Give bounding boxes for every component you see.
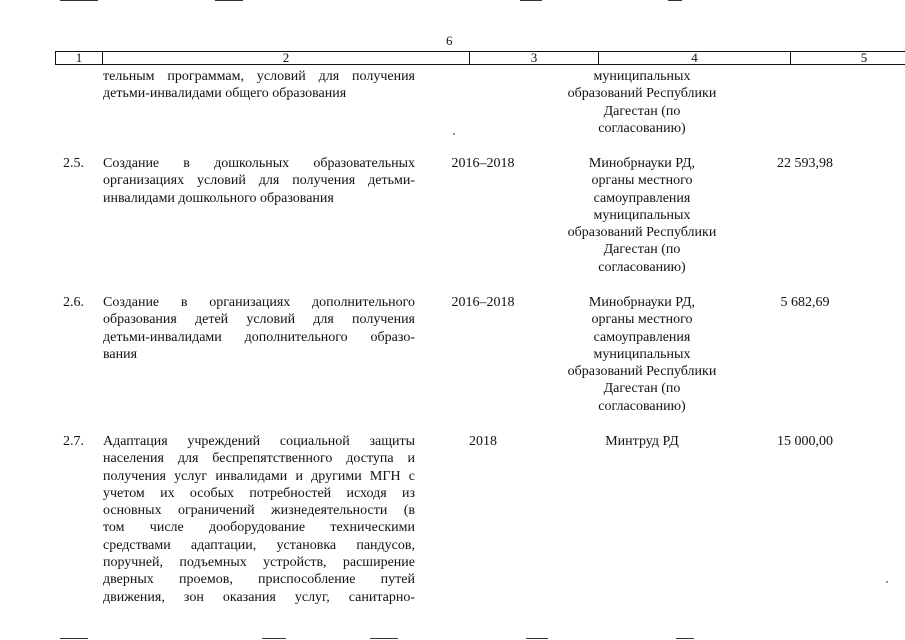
- scan-dot: [453, 133, 455, 135]
- description-line: населения для беспрепятственного доступа и: [103, 451, 415, 467]
- scan-mark-bottom-3: [370, 638, 398, 639]
- executor-line: самоуправления: [593, 190, 691, 206]
- column-number-header: [55, 51, 905, 65]
- description-line: организациях условий для получения детьми-: [103, 173, 415, 189]
- column-number-4: 4: [599, 52, 791, 65]
- executor-line: образований Республики: [567, 86, 717, 102]
- description-line: поручней, подъемных устройств, расширение: [103, 555, 415, 571]
- row-executor: [548, 155, 736, 276]
- executor-line: согласованию): [598, 120, 686, 136]
- row-description: [103, 155, 415, 207]
- executor-line: образований Республики: [567, 364, 717, 380]
- scan-dot: [886, 581, 888, 583]
- description-line: детьми-инвалидами дополнительного образо-: [103, 329, 415, 345]
- executor-line: Минтруд РД: [605, 434, 679, 449]
- description-line: детьми-инвалидами общего образования: [103, 86, 347, 102]
- description-line: движения, зон оказания услуг, санитарно-: [103, 589, 415, 605]
- description-line: дверных проемов, приспособление путей: [103, 572, 415, 588]
- row-amount: 22 593,98: [777, 156, 833, 171]
- executor-line: самоуправления: [593, 329, 691, 345]
- executor-line: муниципальных: [593, 69, 691, 84]
- row-number: 2.5.: [63, 156, 84, 171]
- executor-line: органы местного: [591, 173, 693, 189]
- executor-line: муниципальных: [593, 207, 691, 223]
- column-number-1: 1: [56, 52, 103, 65]
- executor-line: Минобрнауки РД,: [588, 295, 696, 310]
- description-line: учетом их особых потребностей исходя из: [103, 485, 415, 501]
- description-line: вания: [103, 346, 138, 362]
- description-line: Создание в дошкольных образовательных: [103, 156, 415, 171]
- row-number: 2.6.: [63, 295, 84, 310]
- column-number-5: 5: [791, 52, 905, 65]
- row-continuation-executor: [548, 68, 736, 137]
- row-description: [103, 294, 415, 363]
- scan-mark-top-1: [60, 0, 98, 1]
- row-number: 2.7.: [63, 434, 84, 449]
- description-line: Адаптация учреждений социальной защиты: [103, 434, 415, 449]
- scan-mark-bottom-4: [526, 638, 548, 639]
- description-line: том числе дооборудование техническими: [103, 520, 415, 536]
- scan-mark-top-4: [668, 0, 682, 1]
- executor-line: образований Республики: [567, 225, 717, 241]
- row-years: 2018: [469, 434, 497, 449]
- scan-mark-top-3: [520, 0, 542, 1]
- row-continuation-description: [103, 68, 415, 103]
- executor-line: муниципальных: [593, 346, 691, 362]
- row-executor: [548, 433, 736, 450]
- description-line: образования детей условий для получения: [103, 312, 415, 328]
- page-number: 6: [446, 33, 453, 48]
- scan-mark-top-2: [215, 0, 243, 1]
- executor-line: Дагестан (по: [603, 103, 681, 119]
- row-years: 2016–2018: [451, 156, 515, 171]
- executor-line: согласованию): [598, 259, 686, 275]
- description-line: получения услуг инвалидами и другими МГН с: [103, 468, 415, 484]
- executor-line: Дагестан (по: [603, 381, 681, 397]
- column-number-2: 2: [103, 52, 470, 65]
- description-line: тельным программам, условий для получения: [103, 69, 415, 84]
- row-executor: [548, 294, 736, 415]
- row-amount: 5 682,69: [780, 295, 830, 310]
- scan-mark-bottom-5: [676, 638, 694, 639]
- row-description: [103, 433, 415, 606]
- description-line: средствами адаптации, установка пандусов,: [103, 537, 415, 553]
- scan-mark-bottom-2: [262, 638, 286, 639]
- column-number-3: 3: [470, 52, 599, 65]
- description-line: Создание в организациях дополнительного: [103, 295, 415, 310]
- executor-line: органы местного: [591, 312, 693, 328]
- row-amount: 15 000,00: [777, 434, 833, 449]
- executor-line: Дагестан (по: [603, 242, 681, 258]
- executor-line: Минобрнауки РД,: [588, 156, 696, 171]
- row-years: 2016–2018: [451, 295, 515, 310]
- description-line: основных ограничений жизнедеятельности (в: [103, 503, 415, 519]
- description-line: инвалидами дошкольного образования: [103, 190, 334, 206]
- executor-line: согласованию): [598, 398, 686, 414]
- scan-mark-bottom-1: [60, 638, 88, 639]
